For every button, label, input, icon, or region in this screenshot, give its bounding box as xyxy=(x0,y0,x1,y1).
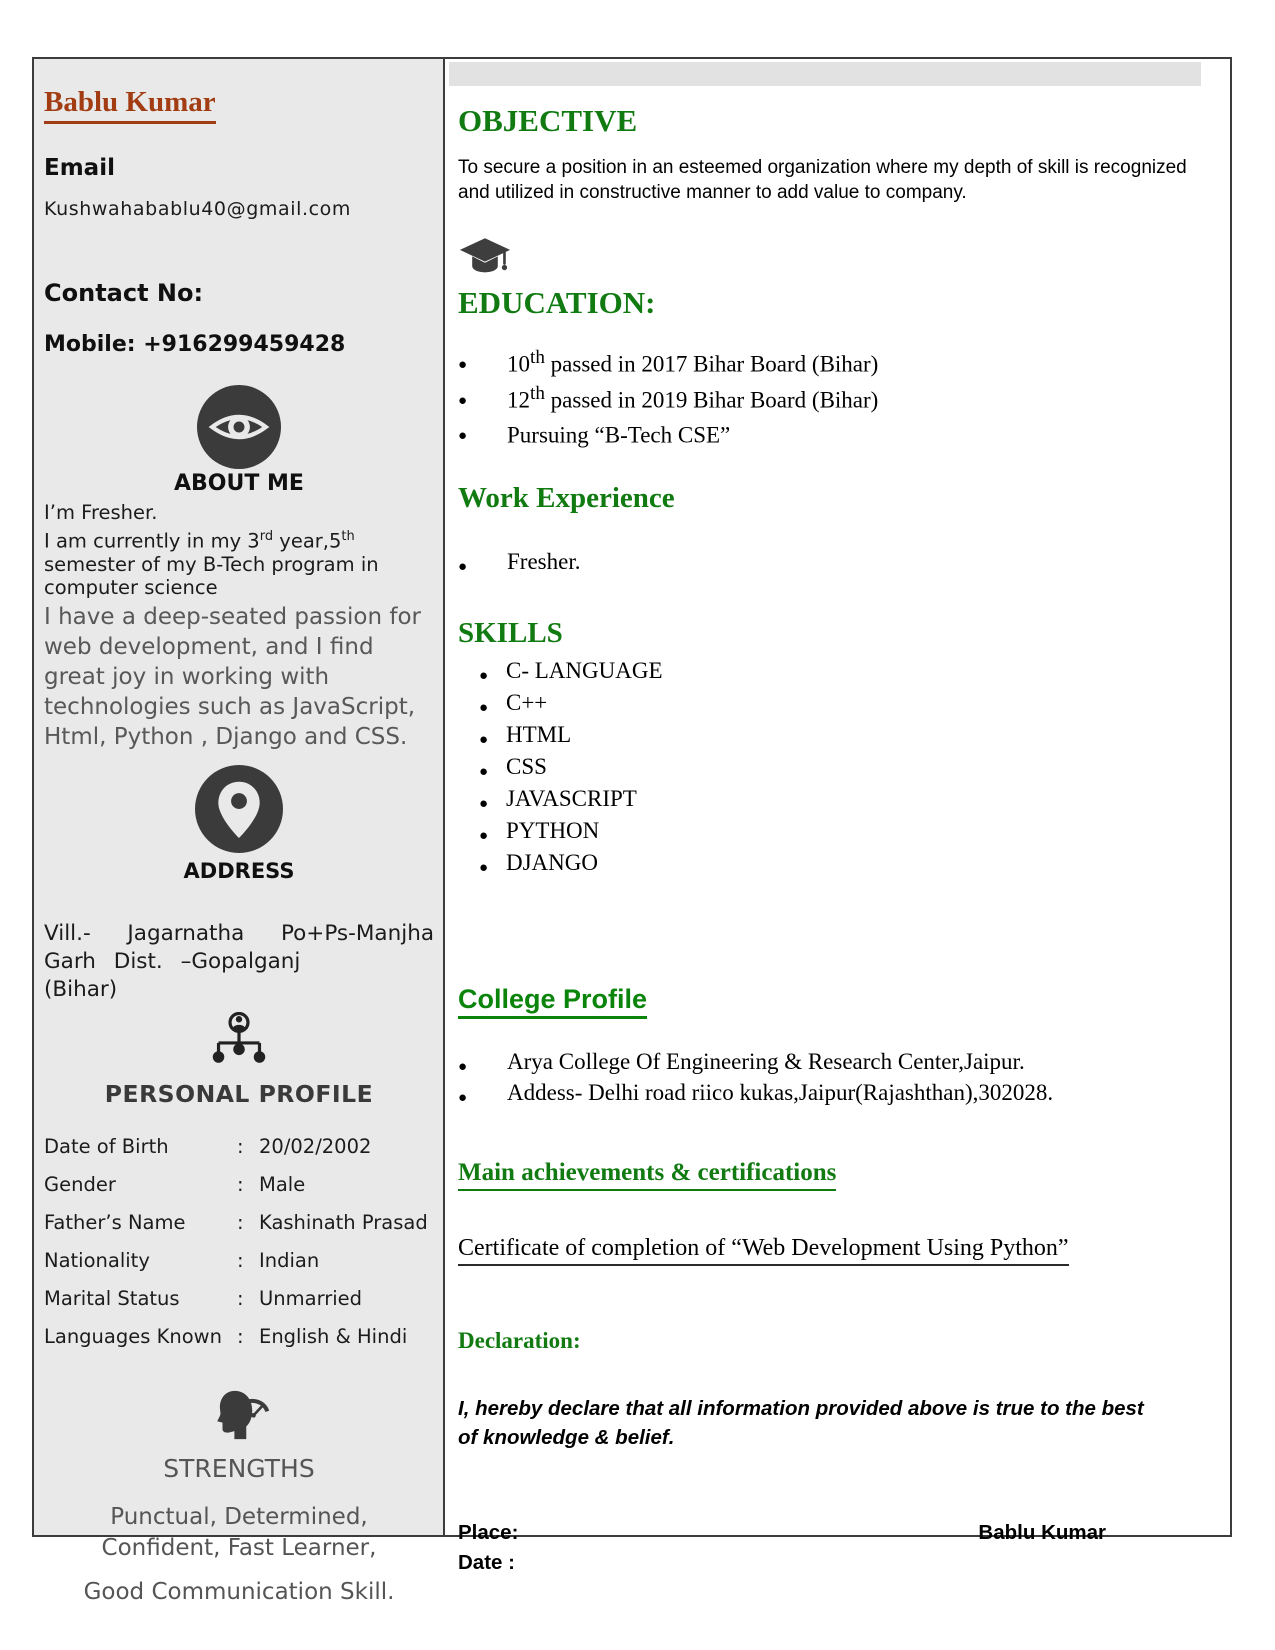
personal-profile-table xyxy=(44,1135,434,1348)
strengths-lines xyxy=(44,1502,434,1564)
education-list xyxy=(458,347,1206,449)
education-item-text: Pursuing “B-Tech CSE” xyxy=(507,422,731,448)
profile-row-gender: Gender : Male xyxy=(44,1172,306,1196)
location-pin-icon xyxy=(195,765,283,853)
email-value: Kushwahabablu40@gmail.com xyxy=(44,198,352,220)
address-line-3: (Bihar) xyxy=(44,976,118,1002)
passion-paragraph: I have a deep-seated passion for web development, and I find great joy in working with technologies such as JavaScript, Html, Python , Django and CSS. xyxy=(44,603,421,750)
candidate-name: Bablu Kumar xyxy=(44,86,216,124)
skill-text: CSS xyxy=(506,753,547,779)
profile-row-languages: Languages Known : English & Hindi xyxy=(44,1324,408,1348)
skill-text: C- LANGUAGE xyxy=(506,657,663,683)
bullet-icon xyxy=(458,347,507,378)
college-item-text: Addess- Delhi road riico kukas,Jaipur(Rajashthan),302028. xyxy=(507,1079,1054,1105)
skill-item xyxy=(479,658,1206,684)
profile-row-dob: Date of Birth : 20/02/2002 xyxy=(44,1134,372,1158)
bullet-icon xyxy=(479,690,506,716)
left-sidebar xyxy=(34,59,445,1605)
bullet-icon xyxy=(479,786,506,812)
mind-gauge-icon xyxy=(206,1384,272,1444)
email-label: Email xyxy=(44,155,115,181)
top-gray-strip xyxy=(449,62,1201,86)
skill-text: HTML xyxy=(506,721,572,747)
skill-item xyxy=(479,722,1206,748)
college-item xyxy=(458,1049,1206,1075)
contact-label: Contact No: xyxy=(44,279,204,307)
bullet-icon xyxy=(458,418,507,449)
main-content xyxy=(445,59,1230,1574)
skill-item xyxy=(479,818,1206,844)
college-item-text: Arya College Of Engineering & Research Center,Jaipur. xyxy=(507,1048,1025,1074)
skill-text: PYTHON xyxy=(506,817,600,843)
education-item xyxy=(458,418,1206,449)
education-item xyxy=(458,347,1206,378)
personal-profile-title: PERSONAL PROFILE xyxy=(104,1079,374,1108)
skill-item xyxy=(479,786,1206,812)
bullet-icon xyxy=(479,850,506,876)
work-experience-list xyxy=(458,549,1206,575)
skills-list xyxy=(479,658,1206,876)
bullet-icon xyxy=(479,818,506,844)
profile-row-father: Father’s Name : Kashinath Prasad xyxy=(44,1210,428,1234)
skill-text: JAVASCRIPT xyxy=(506,785,637,811)
bullet-icon xyxy=(458,1080,507,1106)
strengths-line-1: Punctual, Determined, xyxy=(110,1503,368,1530)
bullet-icon xyxy=(458,1049,507,1075)
strengths-line-3: Good Communication Skill. xyxy=(83,1578,395,1605)
skill-text: DJANGO xyxy=(506,849,598,875)
about-me-text xyxy=(44,501,434,600)
college-profile-heading: College Profile xyxy=(458,984,647,1019)
about-me-title: ABOUT ME xyxy=(174,471,304,496)
bullet-icon xyxy=(458,549,507,575)
address-title: ADDRESS xyxy=(183,858,295,883)
about-line-1: I’m Fresher. xyxy=(44,501,158,524)
profile-row-marital: Marital Status : Unmarried xyxy=(44,1286,363,1310)
college-item xyxy=(458,1080,1206,1106)
place-date-block xyxy=(458,1518,518,1578)
declaration-heading: Declaration: xyxy=(458,1327,581,1353)
org-chart-icon xyxy=(207,1012,271,1070)
address-line-2: Garh Dist. –Gopalganj xyxy=(44,948,301,974)
skill-item xyxy=(479,690,1206,716)
achievements-heading: Main achievements & certifications xyxy=(458,1159,836,1191)
graduation-cap-icon xyxy=(458,235,512,283)
education-item-text: 12th passed in 2019 Bihar Board (Bihar) xyxy=(507,382,879,413)
about-line-4: computer science xyxy=(44,576,218,599)
address-line-1: Vill.- Jagarnatha Po+Ps-Manjha xyxy=(44,920,434,946)
about-line-3: semester of my B-Tech program in xyxy=(44,552,379,576)
bullet-icon xyxy=(479,754,506,780)
date-label: Date : xyxy=(458,1550,515,1574)
address-text xyxy=(44,920,434,1004)
education-item-text: 10th passed in 2017 Bihar Board (Bihar) xyxy=(507,347,879,377)
work-experience-item xyxy=(458,549,1206,575)
skill-text: C++ xyxy=(506,689,548,715)
declaration-text: I, hereby declare that all information provided above is true to the best of knowledge & belief. xyxy=(458,1396,1144,1449)
mobile-number: Mobile: +916299459428 xyxy=(44,332,346,357)
certificate-text: Certificate of completion of “Web Development Using Python” xyxy=(458,1235,1069,1266)
college-list xyxy=(458,1049,1206,1106)
signature-name: Bablu Kumar xyxy=(978,1520,1106,1544)
place-label: Place: xyxy=(458,1520,519,1544)
bullet-icon xyxy=(458,383,507,414)
profile-row-nationality: Nationality : Indian xyxy=(44,1248,320,1272)
objective-text: To secure a position in an esteemed organization where my depth of skill is recognized and utilized in constructive manner to add value to company. xyxy=(458,157,1187,203)
eye-icon xyxy=(197,385,281,469)
education-heading: EDUCATION: xyxy=(458,285,656,320)
work-experience-item-text: Fresher. xyxy=(507,548,581,574)
footer-row xyxy=(458,1518,1106,1578)
education-item xyxy=(458,383,1206,414)
work-experience-heading: Work Experience xyxy=(458,481,675,514)
skills-heading: SKILLS xyxy=(458,616,563,649)
about-line-2: I am currently in my 3rd year,5th xyxy=(44,528,355,552)
strengths-line-2: Confident, Fast Learner, xyxy=(101,1534,377,1561)
strengths-title: STRENGTHS xyxy=(163,1453,315,1483)
bullet-icon xyxy=(479,722,506,748)
bullet-icon xyxy=(479,658,506,684)
document-frame xyxy=(32,57,1232,1605)
skill-item xyxy=(479,754,1206,780)
skill-item xyxy=(479,850,1206,876)
objective-heading: OBJECTIVE xyxy=(458,103,638,138)
